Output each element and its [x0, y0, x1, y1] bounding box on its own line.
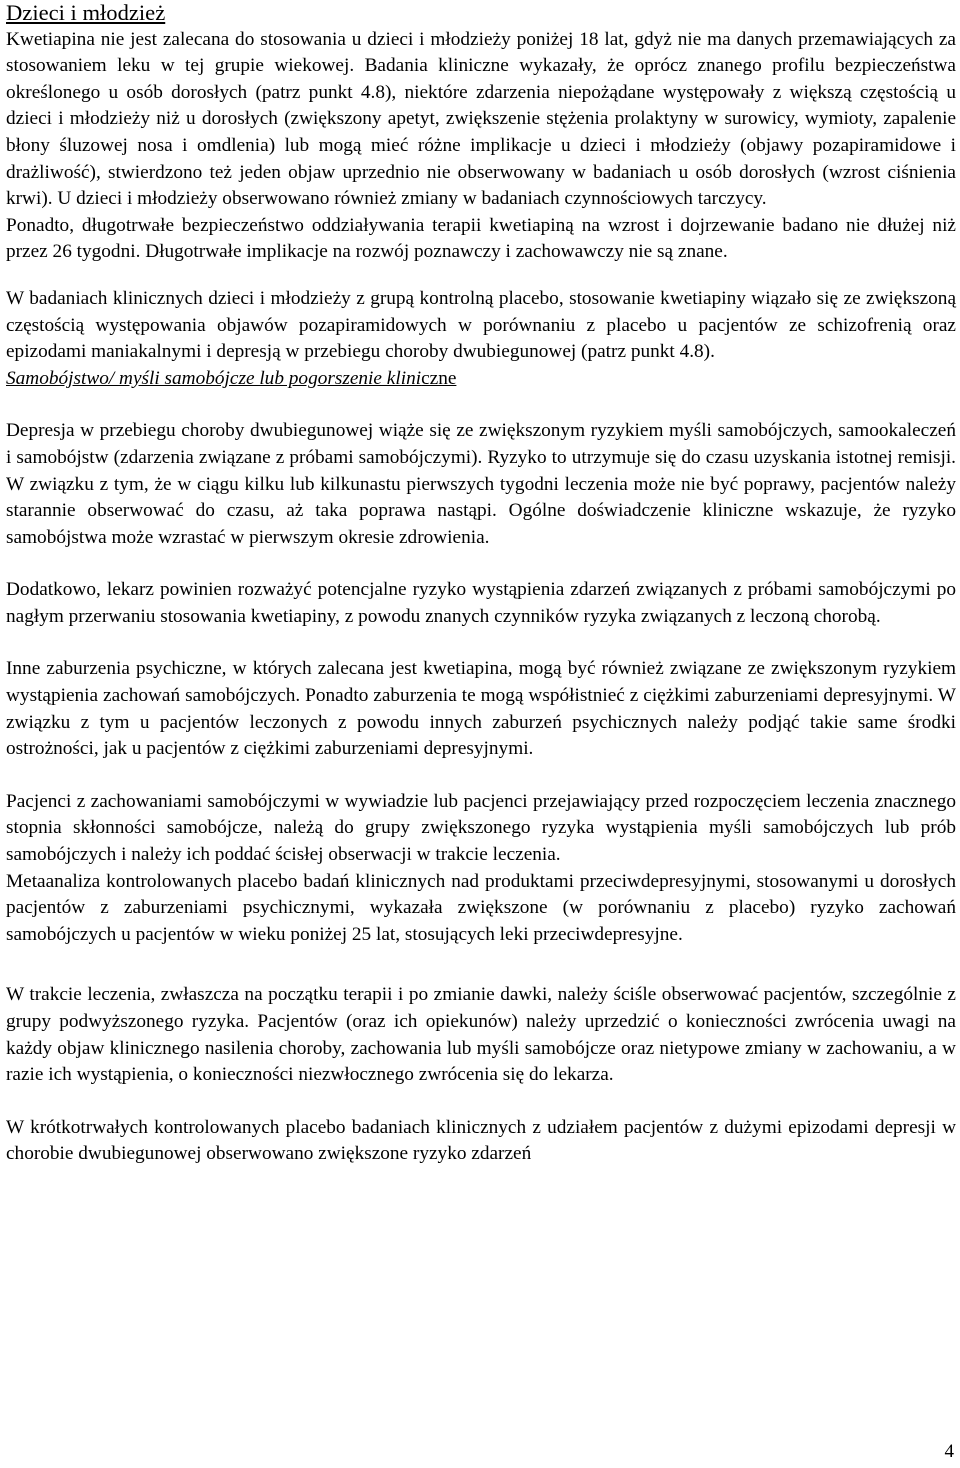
paragraph-discontinuation-risk: Dodatkowo, lekarz powinien rozważyć potencjalne ryzyko wystąpienia zdarzeń związanych z próbami samobójczymi po nagłym przerwaniu stosowania kwetiapiny, z powodu znanych czynników ryzyka związanych z leczoną chorobą.: [6, 579, 956, 627]
paragraph-children-safety: Kwetiapina nie jest zalecana do stosowania u dzieci i młodzieży poniżej 18 lat, gdyż nie ma danych przemawiających za stosowaniem leku w tej grupie wiekowej. Badania kliniczne wykazały, że oprócz znanego profilu bezpieczeństwa określonego u osób dorosłych (patrz punkt 4.8), niektóre zdarzenia niepożądane występowały z większą częstością u dzieci i młodzieży niż u dorosłych (zwiększony apetyt, zwiększenie stężenia prolaktyny w surowicy, wymioty, zapalenie błony śluzowej nosa i omdlenia) lub mogą mieć różne implikacje u dzieci i młodzieży (objawy pozapiramidowe i drażliwość), stwierdzono też jeden objaw uprzednio nie obserwowany w badaniach u osób dorosłych (wzrost ciśnienia krwi). U dzieci i młodzieży obserwowano również zmiany w badaniach czynnościowych tarczycy.: [6, 28, 956, 210]
subheading-upright-part: czne: [421, 367, 457, 389]
subheading-suicide: [6, 366, 956, 393]
section-heading: Dzieci i młodzież: [6, 0, 166, 25]
paragraph-short-term-studies: W krótkotrwałych kontrolowanych placebo badaniach klinicznych z udziałem pacjentów z dużymi epizodami depresji w chorobie dwubiegunowej obserwowano zwiększone ryzyko zdarzeń: [6, 1116, 956, 1165]
paragraph-long-term-safety: Ponadto, długotrwałe bezpieczeństwo oddziaływania terapii kwetiapiną na wzrost i dojrzewanie badano nie dłużej niż przez 26 tygodni. Długotrwałe implikacje na rozwój poznawczy i zachowawczy nie są znane.: [6, 214, 956, 263]
paragraph-monitoring: W trakcie leczenia, zwłaszcza na początku terapii i po zmianie dawki, należy ściśle obserwować pacjentów, szczególnie z grupy podwyższonego ryzyka. Pacjentów (oraz ich opiekunów) należy uprzedzić o konieczności zwrócenia uwagi na każdy objaw klinicznego nasilenia choroby, zachowania lub myśli samobójcze oraz nietypowe zmiany w zachowaniu, a w razie ich wystąpienia, o konieczności niezwłocznego zwrócenia się do lekarza.: [6, 984, 956, 1086]
paragraph-history-suicidal: Pacjenci z zachowaniami samobójczymi w wywiadzie lub pacjenci przejawiający przed rozpoczęciem leczenia znacznego stopnia skłonności samobójcze, należą do grupy zwiększonego ryzyka wystąpienia myśli samobójczych lub prób samobójczych i należy ich poddać ścisłej obserwacji w trakcie leczenia.: [6, 790, 956, 866]
paragraph-other-disorders: Inne zaburzenia psychiczne, w których zalecana jest kwetiapina, mogą być również związane ze zwiększonym ryzykiem wystąpienia zachowań samobójczych. Ponadto zaburzenia te mogą współistnieć z ciężkimi zaburzeniami depresyjnymi. W związku z tym u pacjentów leczonych z powodu innych zaburzeń psychicznych należy podjąć takie same środki ostrożności, jak u pacjentów z ciężkimi zaburzeniami depresyjnymi.: [6, 658, 956, 760]
page-number: 4: [944, 1441, 954, 1462]
document-page: [6, 0, 956, 1168]
subheading-italic-part: Samobójstwo/ myśli samobójcze lub pogorszenie klini: [6, 367, 422, 389]
paragraph-metaanalysis: Metaanaliza kontrolowanych placebo badań klinicznych nad produktami przeciwdepresyjnymi, stosowanymi u dorosłych pacjentów z zaburzeniami psychicznymi, wykazała zwiększone (w porównaniu z placebo) ryzyko zachowań samobójczych u pacjentów w wieku poniżej 25 lat, stosujących leki przeciwdepresyjne.: [6, 870, 956, 945]
paragraph-depression-risk: Depresja w przebiegu choroby dwubiegunowej wiąże się ze zwiększonym ryzykiem myśli samobójczych, samookaleczeń i samobójstw (zdarzenia związane z próbami samobójczymi). Ryzyko to utrzymuje się do czasu uzyskania istotnej remisji. W związku z tym, że w ciągu kilku lub kilkunastu pierwszych tygodni leczenia może nie być poprawy, pacjentów należy starannie obserwować do czasu, aż taka poprawa nastąpi. Ogólne doświadczenie kliniczne wskazuje, że ryzyko samobójstwa może wzrastać w pierwszym okresie zdrowienia.: [6, 420, 956, 548]
paragraph-placebo-studies: W badaniach klinicznych dzieci i młodzieży z grupą kontrolną placebo, stosowanie kwetiapiny wiązało się ze zwiększoną częstością występowania objawów pozapiramidowych w porównaniu z placebo u pacjentów ze schizofrenią oraz epizodami maniakalnymi i depresją w przebiegu choroby dwubiegunowej (patrz punkt 4.8).: [6, 287, 956, 363]
